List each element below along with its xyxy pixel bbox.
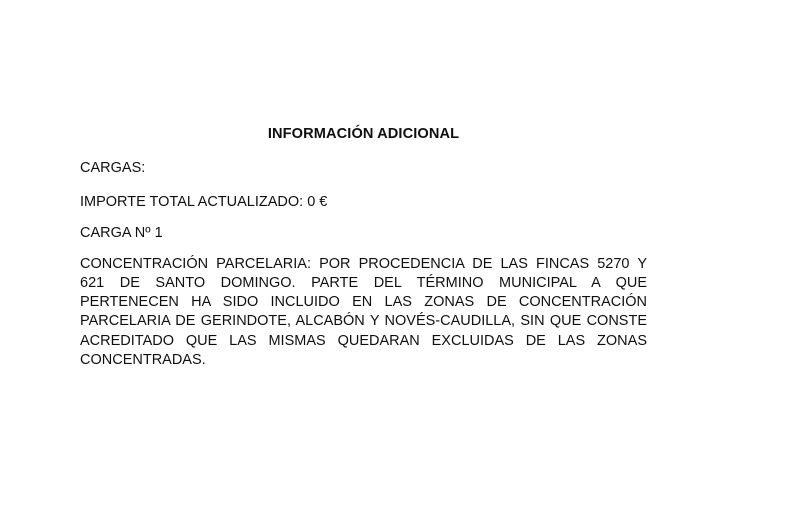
- carga-description-line: CONCENTRACIÓN PARCELARIA: POR PROCEDENCIA DE LAS FINCAS 5270 Y: [80, 255, 647, 272]
- cargas-label: CARGAS:: [80, 159, 146, 176]
- carga-description-line: ACREDITADO QUE LAS MISMAS QUEDARAN EXCLUIDAS DE LAS ZONAS: [80, 332, 647, 349]
- carga-description-line: CONCENTRADAS.: [80, 351, 206, 368]
- carga-description-line: PERTENECEN HA SIDO INCLUIDO EN LAS ZONAS DE CONCENTRACIÓN: [80, 294, 647, 311]
- carga-description-line: 621 DE SANTO DOMINGO. PARTE DEL TÉRMINO MUNICIPAL A QUE: [80, 274, 647, 291]
- importe-total-line: IMPORTE TOTAL ACTUALIZADO: 0 €: [80, 194, 328, 210]
- carga-number-line: CARGA Nº 1: [80, 224, 163, 241]
- document-title: INFORMACIÓN ADICIONAL: [267, 126, 460, 142]
- document-content: [80, 0, 647, 370]
- carga-description-paragraph: [80, 255, 647, 371]
- carga-description-line: PARCELARIA DE GERINDOTE, ALCABÓN Y NOVÉS-CAUDILLA, SIN QUE CONSTE: [80, 313, 647, 330]
